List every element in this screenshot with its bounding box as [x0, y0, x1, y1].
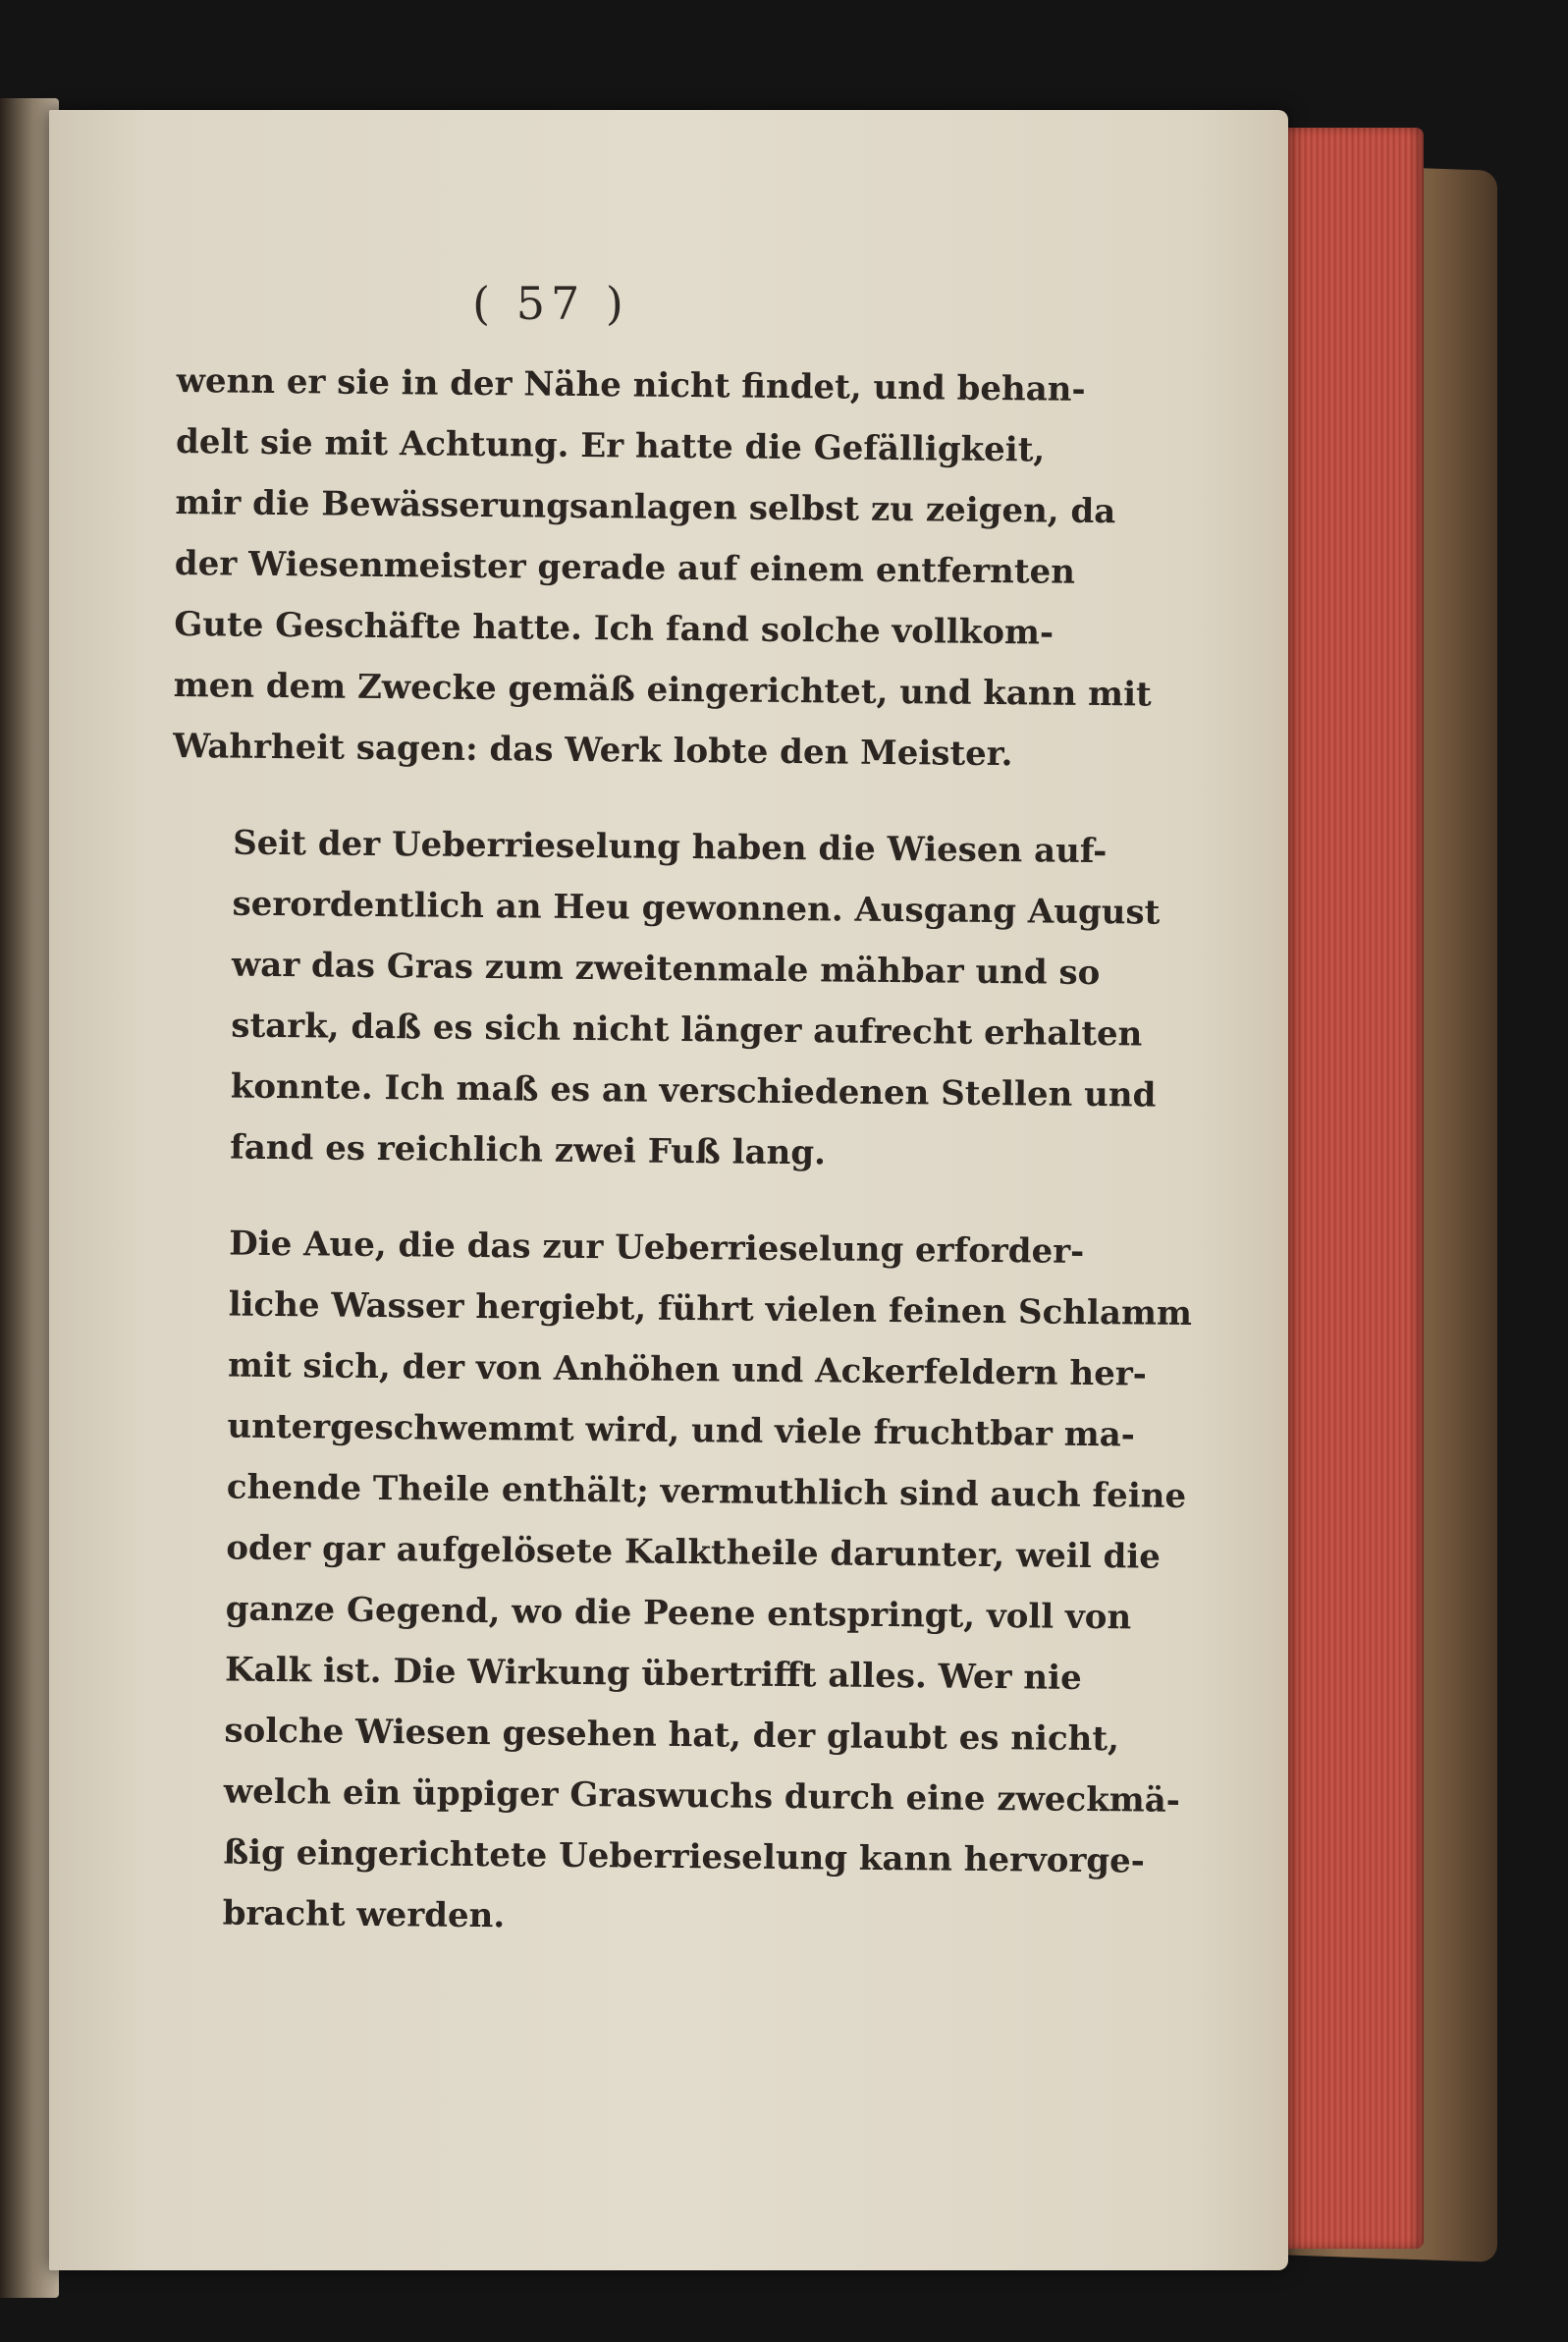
text-line: Gute Geschäfte hatte. Ich fand solche vollkom-	[174, 604, 1054, 653]
paragraph-2	[169, 812, 1161, 1186]
text-line: ßig eingerichtete Ueberrieselung kann hervorge-	[223, 1832, 1146, 1881]
text-line: mit sich, der von Anhöhen und Ackerfeldern her-	[227, 1345, 1148, 1394]
text-line: mir die Bewässerungsanlagen selbst zu zeigen, da	[175, 482, 1116, 532]
text-line: stark, daß es sich nicht länger aufrecht erhalten	[231, 1006, 1143, 1055]
text-line: serordentlich an Heu gewonnen. Ausgang August	[232, 884, 1161, 933]
text-line: war das Gras zum zweitenmale mähbar und so	[231, 945, 1101, 994]
paragraph-3	[161, 1213, 1193, 1952]
text-line: bracht werden.	[222, 1893, 506, 1936]
text-line: liche Wasser hergiebt, führt vielen feinen Schlamm	[228, 1284, 1193, 1334]
paragraph-1	[172, 351, 1152, 786]
text-line: chende Theile enthält; vermuthlich sind auch feine	[226, 1467, 1187, 1516]
text-line: Seit der Ueberrieselung haben die Wiesen auf-	[232, 823, 1108, 872]
text-line: ganze Gegend, wo die Peene entspringt, voll von	[225, 1589, 1132, 1638]
text-line: der Wiesenmeister gerade auf einem entfernten	[174, 543, 1076, 592]
text-line: Die Aue, die das zur Ueberrieselung erforder-	[229, 1224, 1085, 1272]
text-line: solche Wiesen gesehen hat, der glaubt es nicht,	[224, 1711, 1120, 1760]
text-line: wenn er sie in der Nähe nicht findet, und behan-	[176, 360, 1086, 409]
text-line: delt sie mit Achtung. Er hatte die Gefälligkeit,	[175, 421, 1046, 470]
body-text	[161, 351, 1193, 1988]
text-line: welch ein üppiger Graswuchs durch eine zweckmä-	[223, 1771, 1181, 1821]
text-line: Kalk ist. Die Wirkung übertrifft alles. Wer nie	[224, 1650, 1082, 1698]
text-line: Wahrheit sagen: das Werk lobte den Meister.	[172, 726, 1013, 775]
text-line: untergeschwemmt wird, und viele fruchtbar ma-	[227, 1406, 1136, 1455]
page-number: ( 57 )	[472, 277, 629, 330]
text-line: men dem Zwecke gemäß eingerichtet, und kann mit	[173, 665, 1152, 715]
book-page	[49, 110, 1288, 2270]
text-line: fand es reichlich zwei Fuß lang.	[230, 1127, 827, 1173]
red-page-edges	[1276, 128, 1424, 2249]
text-line: oder gar aufgelösete Kalktheile darunter, weil die	[226, 1528, 1162, 1577]
text-line: konnte. Ich maß es an verschiedenen Stellen und	[230, 1066, 1157, 1116]
